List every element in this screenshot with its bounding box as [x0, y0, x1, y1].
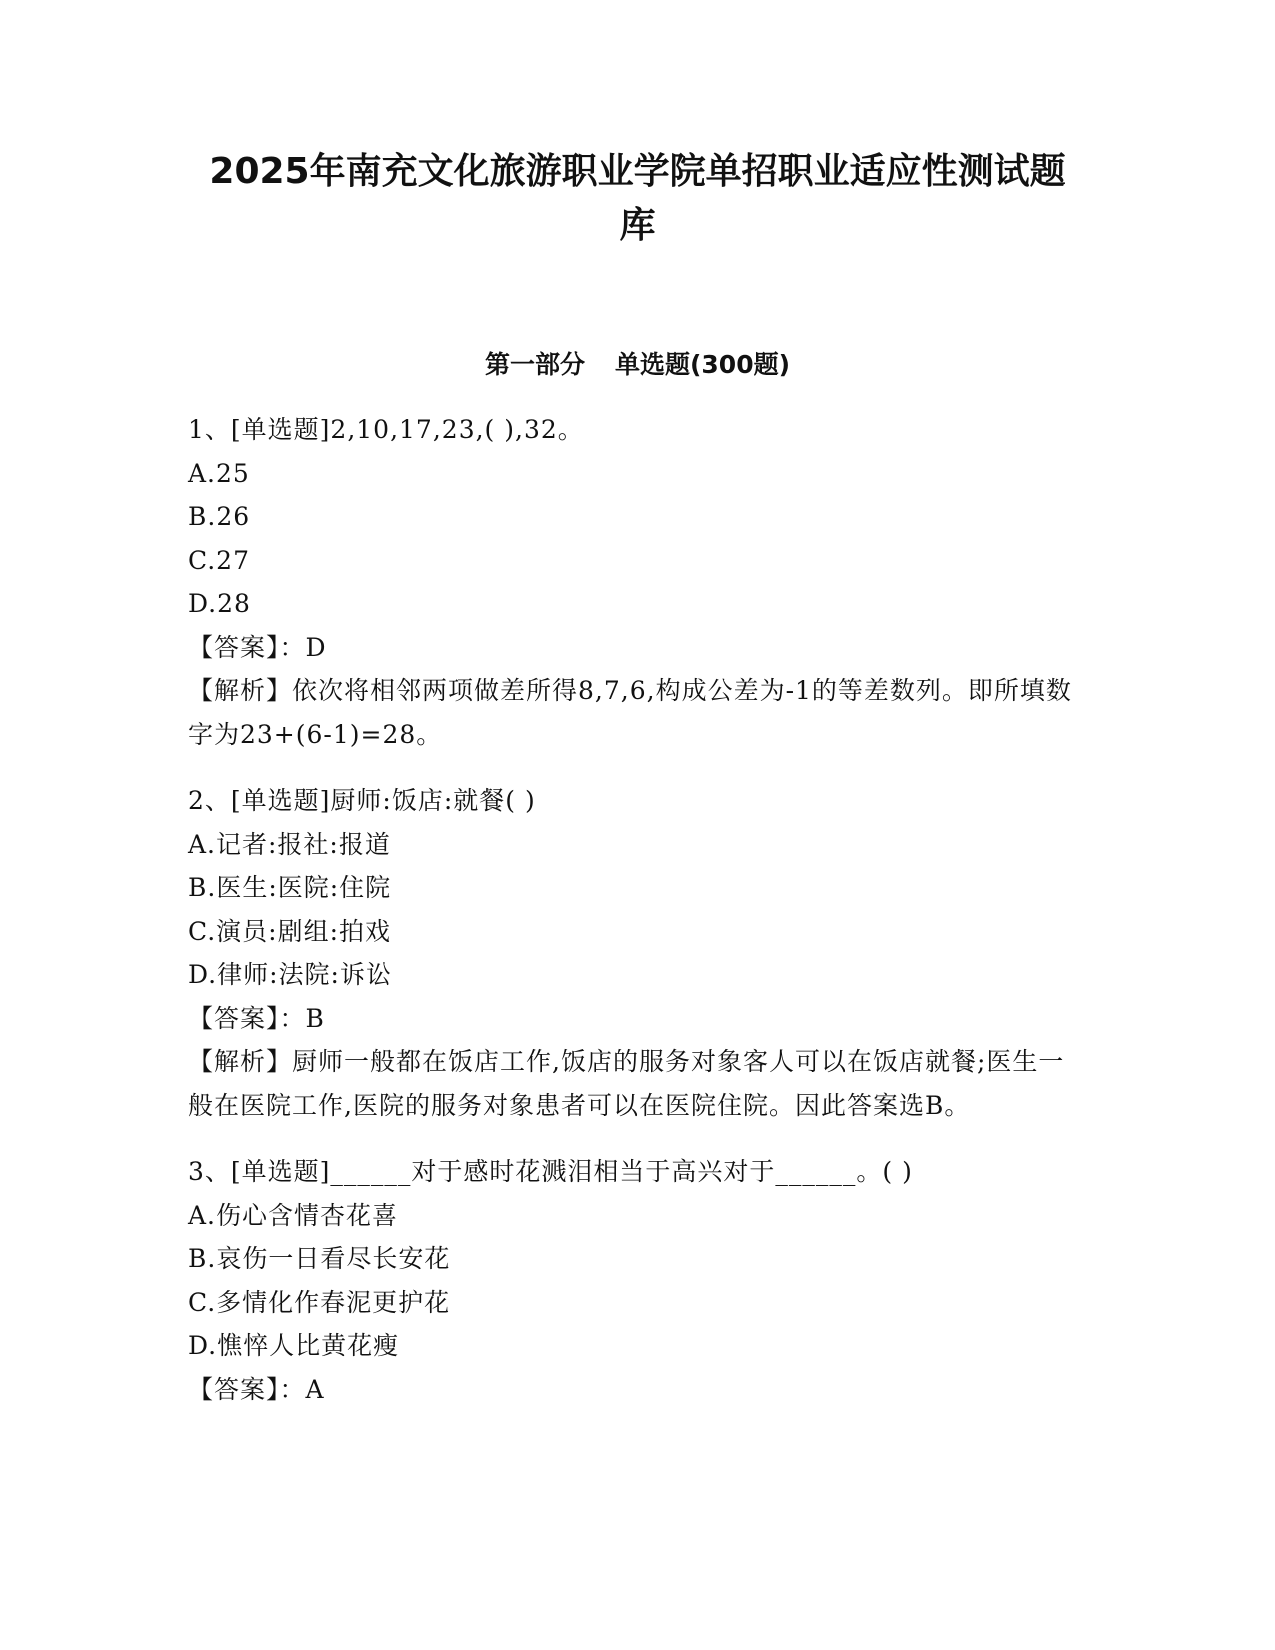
- analysis-line: [188, 1040, 1088, 1128]
- analysis-text: 厨师一般都在饭店工作,饭店的服务对象客人可以在饭店就餐;医生一般在医院工作,医院的服务对象患者可以在医院住院。因此答案选B。: [188, 1047, 1065, 1120]
- answer-value: A: [305, 1374, 325, 1404]
- option-b: B.哀伤一日看尽长安花: [188, 1244, 451, 1273]
- answer-label: 【答案】：: [188, 1374, 306, 1404]
- document-title-line-1: 2025年南充文化旅游职业学院单招职业适应性测试题: [209, 151, 1066, 192]
- option-b: B.医生:医院:住院: [188, 873, 392, 902]
- option-c: C.演员:剧组:拍戏: [188, 916, 392, 946]
- answer-label: 【答案】：: [188, 1003, 306, 1033]
- section-heading: [170, 348, 1105, 382]
- option-d: D.憔悴人比黄花瘦: [188, 1331, 400, 1360]
- answer-value: B: [305, 1003, 325, 1033]
- option-a: A.伤心含情杏花喜: [188, 1200, 399, 1230]
- question-list: [188, 408, 1088, 1433]
- answer-label: 【答案】：: [188, 632, 306, 662]
- section-name: 单选题(300题): [614, 350, 791, 379]
- analysis-label: 【解析】: [188, 1047, 293, 1076]
- question-1: [188, 408, 1088, 757]
- question-3: [188, 1150, 1088, 1411]
- answer-line: [188, 997, 1088, 1041]
- question-2: [188, 779, 1088, 1128]
- answer-line: [188, 626, 1088, 670]
- question-stem: 2、[单选题]厨师:饭店:就餐( ): [188, 786, 536, 815]
- option-b: B.26: [188, 502, 251, 531]
- section-part: 第一部分: [484, 350, 585, 379]
- question-stem: 3、[单选题]______对于感时花溅泪相当于高兴对于______。( ): [188, 1157, 913, 1186]
- question-stem: 1、[单选题]2,10,17,23,( ),32。: [188, 415, 584, 444]
- option-c: C.多情化作春泥更护花: [188, 1287, 451, 1317]
- answer-value: D: [305, 632, 327, 662]
- answer-line: [188, 1368, 1088, 1412]
- analysis-text: 依次将相邻两项做差所得8,7,6,构成公差为-1的等差数列。即所填数字为23+(6-1)=28。: [188, 676, 1072, 749]
- option-a: A.25: [188, 458, 250, 488]
- analysis-line: [188, 669, 1088, 757]
- option-d: D.28: [188, 589, 251, 618]
- option-a: A.记者:报社:报道: [188, 829, 391, 859]
- analysis-label: 【解析】: [188, 676, 293, 705]
- option-d: D.律师:法院:诉讼: [188, 960, 392, 989]
- document-title-line-2: 库: [619, 205, 656, 246]
- option-c: C.27: [188, 545, 250, 575]
- document-title: [170, 145, 1105, 253]
